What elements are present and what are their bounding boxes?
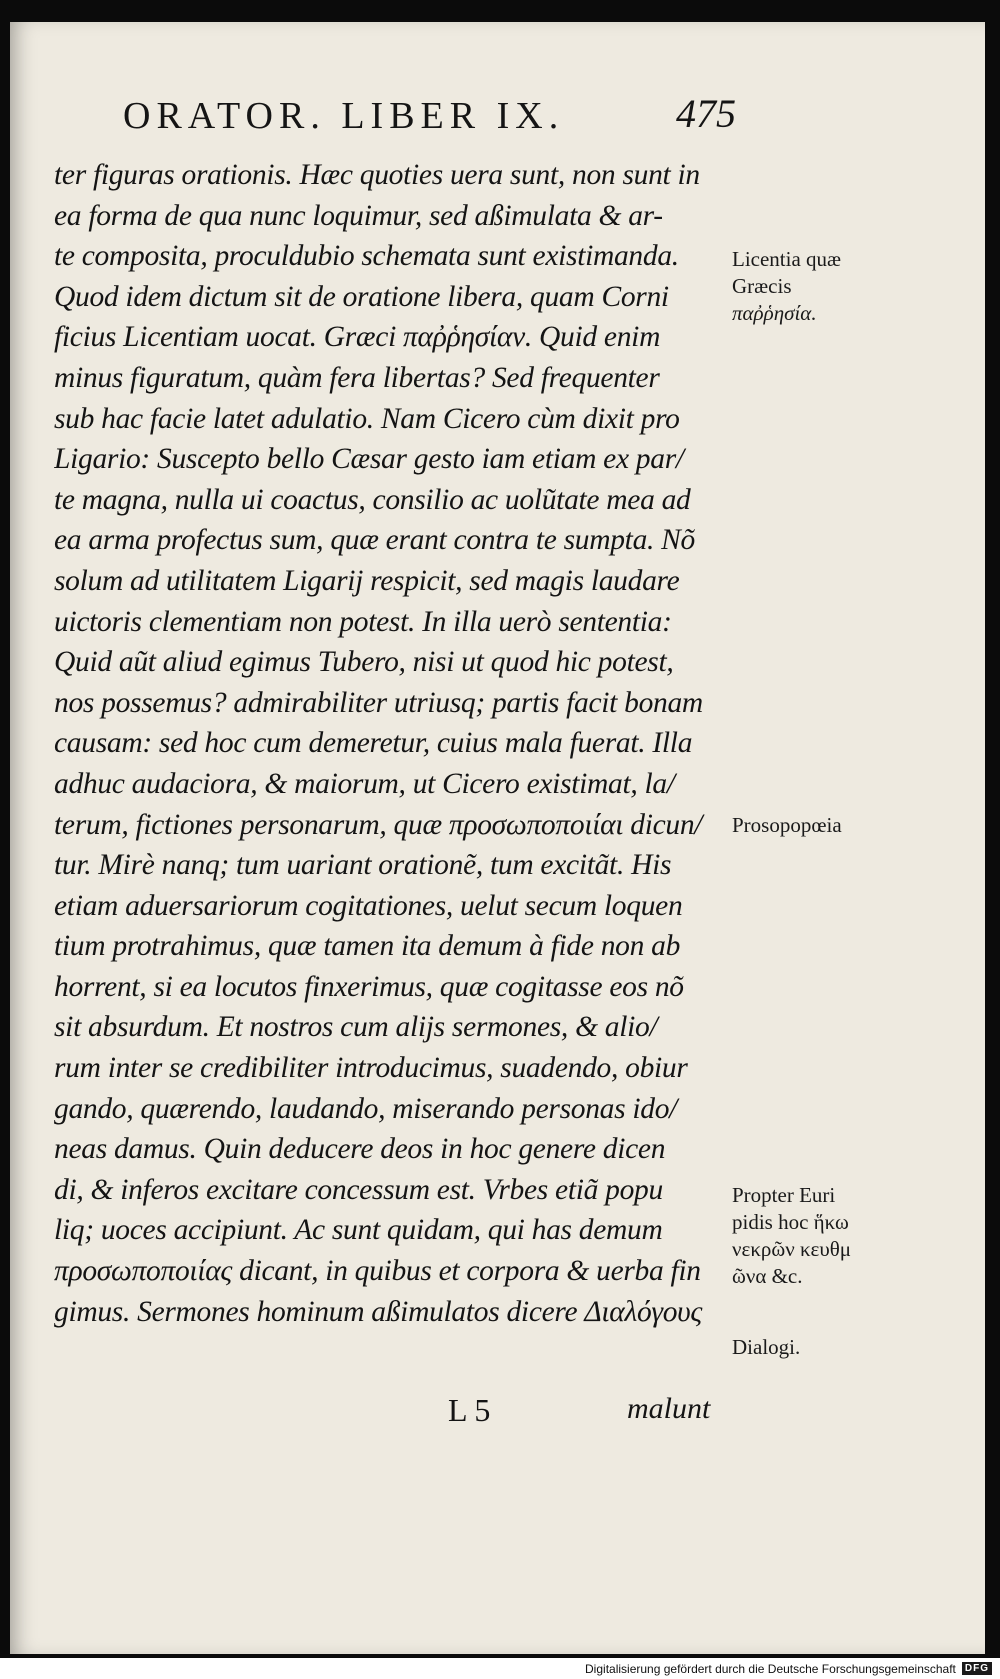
margin-note-line: νεκρῶν κευθμ (732, 1237, 852, 1261)
text-line: ficius Licentiam uocat. Græci παῤῥησίαν. Quid enim (54, 321, 661, 354)
text-line: tium protrahimus, quæ tamen ita demum à fide non ab (54, 930, 681, 963)
text-line: te magna, nulla ui coactus, consilio ac uolũtate mea ad (54, 483, 691, 516)
text-line: ea forma de qua nunc loquimur, sed aßimulata & ar- (54, 199, 663, 232)
text-line: neas damus. Quin deducere deos in hoc genere dicen (54, 1133, 666, 1166)
digitization-banner (0, 1658, 1000, 1679)
text-line: Quod idem dictum sit de oratione libera, quam Corni (54, 280, 669, 313)
margin-note-line: Propter Euri (732, 1183, 836, 1207)
text-line: terum, fictiones personarum, quæ προσωποποιίαι dicun/ (54, 808, 703, 841)
page-number: 475 (676, 91, 736, 136)
running-head: ORATOR. LIBER IX. (123, 95, 565, 137)
text-line: di, & inferos excitare concessum est. Vrbes etiã popu (54, 1173, 663, 1206)
margin-note-line: ῶνα &c. (732, 1264, 803, 1288)
book-page (10, 22, 985, 1654)
margin-note-line: Licentia quæ (732, 247, 842, 271)
text-line: προσωποποιίας dicant, in quibus et corpora & uerba fin (54, 1255, 701, 1288)
margin-note-euripides (732, 1182, 902, 1290)
catchword: malunt (627, 1392, 711, 1425)
text-line: Ligario: Suscepto bello Cæsar gesto iam etiam ex par/ (54, 443, 684, 476)
dfg-logo: DFG (962, 1662, 992, 1675)
text-line: ter figuras orationis. Hæc quoties uera sunt, non sunt in (54, 159, 700, 191)
text-line: adhuc audaciora, & maiorum, ut Cicero existimat, la/ (54, 767, 675, 800)
text-line: horrent, si ea locutos finxerimus, quæ cogitasse eos nõ (54, 970, 684, 1003)
margin-note-line: Prosopopœia (732, 813, 842, 837)
text-line: sub hac facie latet adulatio. Nam Cicero cùm dixit pro (54, 402, 680, 435)
margin-note-licentia (732, 246, 902, 327)
text-line: minus figuratum, quàm fera libertas? Sed frequenter (54, 361, 660, 394)
text-line: solum ad utilitatem Ligarij respicit, sed magis laudare (54, 564, 680, 597)
text-line: gimus. Sermones hominum aßimulatos dicere Διαλόγους (54, 1295, 703, 1328)
signature-mark: L 5 (448, 1392, 491, 1428)
text-line: causam: sed hoc cum demeretur, cuius mala fuerat. Illa (54, 727, 693, 760)
margin-note-dialogi (732, 1334, 902, 1361)
text-line: ea arma profectus sum, quæ erant contra te sumpta. Nõ (54, 524, 695, 557)
text-line: nos possemus? admirabiliter utriusq; partis facit bonam (54, 686, 703, 719)
text-line: sit absurdum. Et nostros cum alijs sermones, & alio/ (54, 1011, 658, 1044)
margin-note-prosopopoeia (732, 812, 902, 839)
text-line: liq; uoces accipiunt. Ac sunt quidam, qui has demum (54, 1214, 663, 1247)
text-line: rum inter se credibiliter introducimus, suadendo, obiur (54, 1052, 688, 1085)
body-text (54, 155, 734, 1332)
margin-note-line: παῤῥησία. (732, 301, 817, 325)
margin-note-line: Dialogi. (732, 1335, 801, 1359)
text-line: te composita, proculdubio schemata sunt existimanda. (54, 240, 679, 273)
banner-text: Digitalisierung gefördert durch die Deutsche Forschungsgemeinschaft (585, 1661, 956, 1676)
text-line: gando, quærendo, laudando, miserando personas ido/ (54, 1092, 678, 1125)
text-line: tur. Mirè nanq; tum uariant orationẽ, tum excitãt. His (54, 849, 672, 882)
margin-note-line: Græcis (732, 274, 792, 298)
text-line: etiam aduersariorum cogitationes, uelut secum loquen (54, 889, 683, 922)
text-line: Quid aũt aliud egimus Tubero, nisi ut quod hic potest, (54, 646, 674, 679)
text-line: uictoris clementiam non potest. In illa uerò sententia: (54, 605, 672, 638)
margin-note-line: pidis hoc ἥκω (732, 1210, 849, 1234)
